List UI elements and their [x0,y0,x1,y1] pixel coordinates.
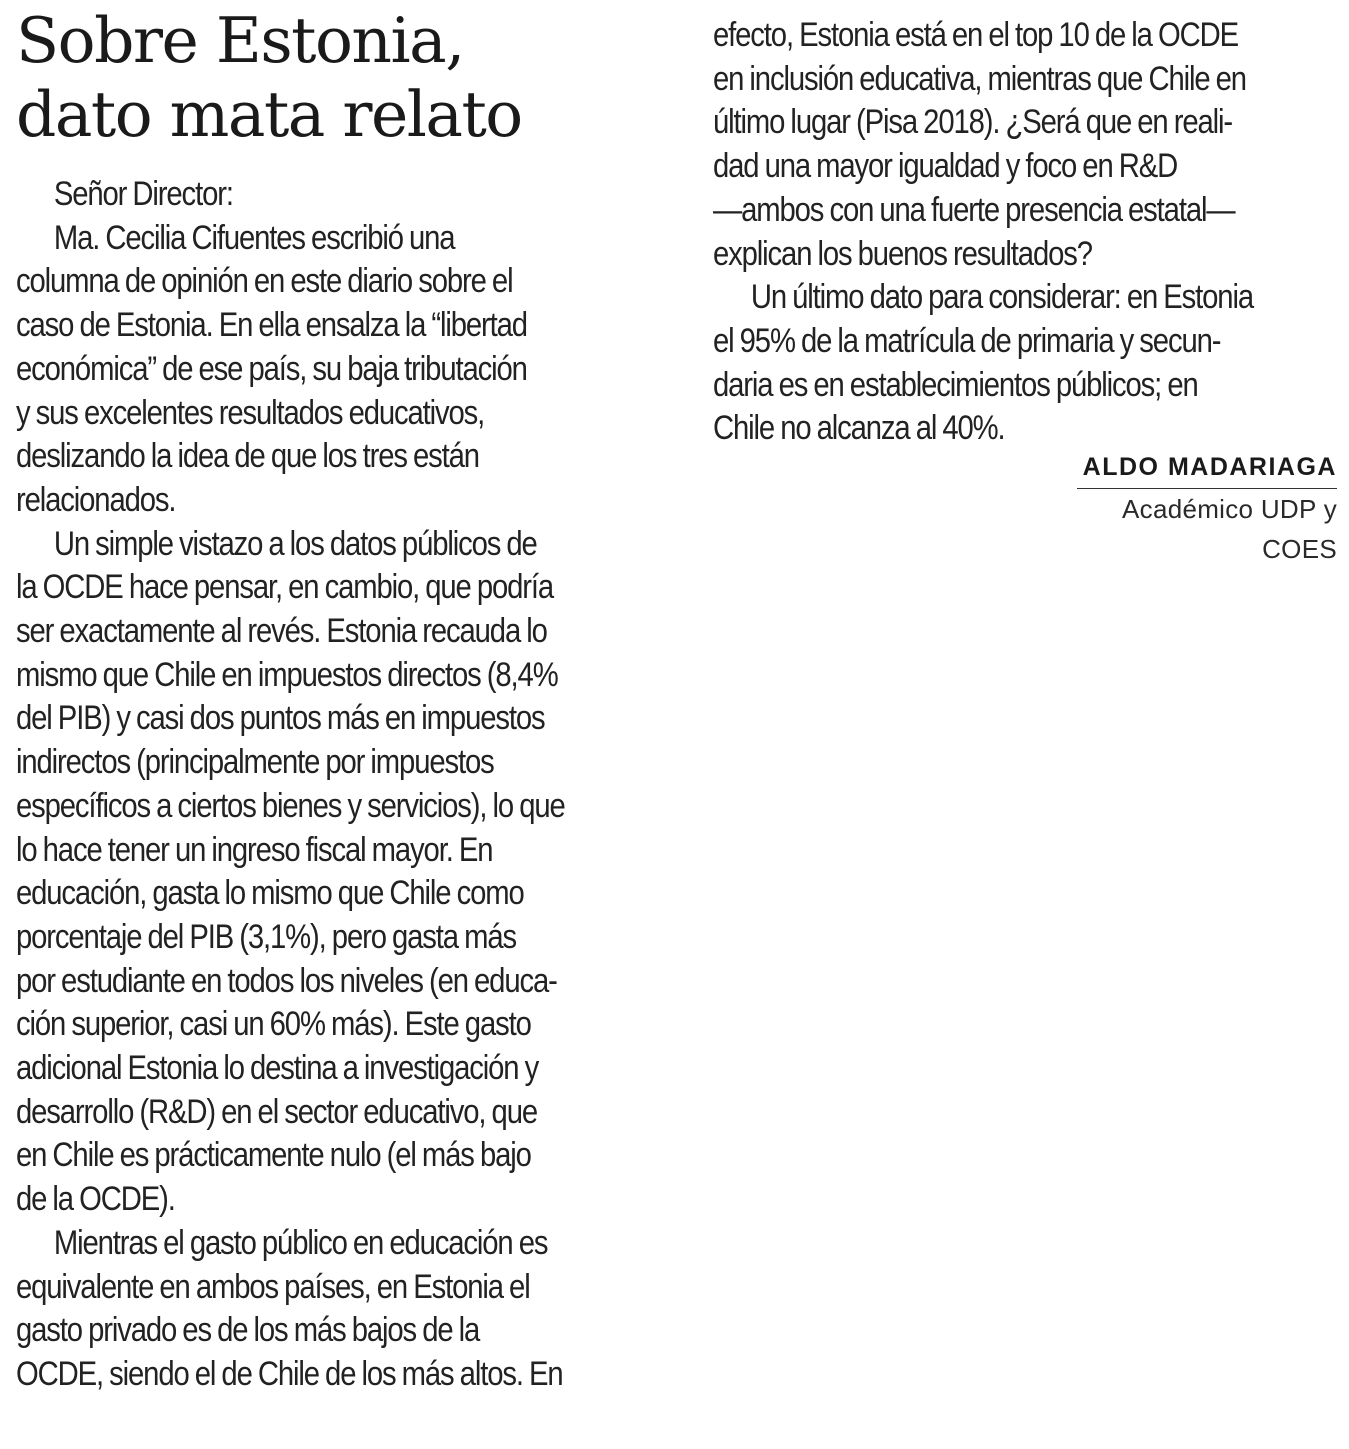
text-line: por estudiante en todos los niveles (en educa- [16,961,557,1000]
text-line: Mientras el gasto público en educación es [53,1223,548,1262]
text-line: mismo que Chile en impuestos directos (8,4% [16,655,558,694]
text-line: específicos a ciertos bienes y servicios), lo que [16,786,565,825]
text-line: adicional Estonia lo destina a investigación y [16,1049,539,1088]
text-line: ción superior, casi un 60% más). Este gasto [16,1005,531,1044]
author-affiliation: Académico UDP y COES [1122,494,1337,564]
text-line: dad una mayor igualdad y foco en R&D [713,147,1178,186]
text-line: daria es en establecimientos públicos; en [713,365,1198,404]
text-line: indirectos (principalmente por impuestos [16,743,494,782]
text-line: de la OCDE). [16,1180,175,1219]
signature-block [1077,450,1337,569]
text-line: ser exactamente al revés. Estonia recauda lo [16,612,547,651]
text-line: en Chile es prácticamente nulo (el más bajo [16,1136,531,1175]
text-line: Chile no alcanza al 40%. [713,409,1005,448]
right-column [713,14,1343,451]
text-line: —ambos con una fuerte presencia estatal— [713,190,1235,229]
text-line: la OCDE hace pensar, en cambio, que podría [16,568,554,607]
text-line: OCDE, siendo el de Chile de los más altos. En [16,1354,563,1393]
text-line: relacionados. [16,480,176,519]
text-line: educación, gasta lo mismo que Chile como [16,874,524,913]
text-line: deslizando la idea de que los tres están [16,437,479,476]
headline [16,4,656,152]
headline-line: Sobre Estonia, [16,4,464,77]
text-line: columna de opinión en este diario sobre el [16,262,513,301]
text-line: desarrollo (R&D) en el sector educativo, que [16,1092,537,1131]
text-line: caso de Estonia. En ella ensalza la “libertad [16,306,527,345]
text-line: Un simple vistazo a los datos públicos de [53,524,537,563]
left-column [16,173,656,1397]
text-line: y sus excelentes resultados educativos, [16,393,485,432]
text-line: Un último dato para considerar: en Estonia [750,278,1253,317]
text-line: del PIB) y casi dos puntos más en impuestos [16,699,545,738]
text-line: económica” de ese país, su baja tributación [16,349,527,388]
text-line: Ma. Cecilia Cifuentes escribió una [53,218,455,257]
text-line: último lugar (Pisa 2018). ¿Será que en reali- [713,103,1233,142]
text-line: equivalente en ambos países, en Estonia el [16,1267,530,1306]
text-line: explican los buenos resultados? [713,234,1092,273]
text-line: el 95% de la matrícula de primaria y secun- [713,321,1221,360]
text-line: efecto, Estonia está en el top 10 de la OCDE [713,16,1238,54]
author-name: ALDO MADARIAGA [1077,450,1337,489]
text-line: porcentaje del PIB (3,1%), pero gasta más [16,917,516,956]
text-line: en inclusión educativa, mientras que Chile en [713,59,1246,98]
headline-line: dato mata relato [16,78,522,151]
text-line: lo hace tener un ingreso fiscal mayor. En [16,830,493,869]
text-line: gasto privado es de los más bajos de la [16,1311,480,1350]
text-line: Señor Director: [53,175,233,213]
